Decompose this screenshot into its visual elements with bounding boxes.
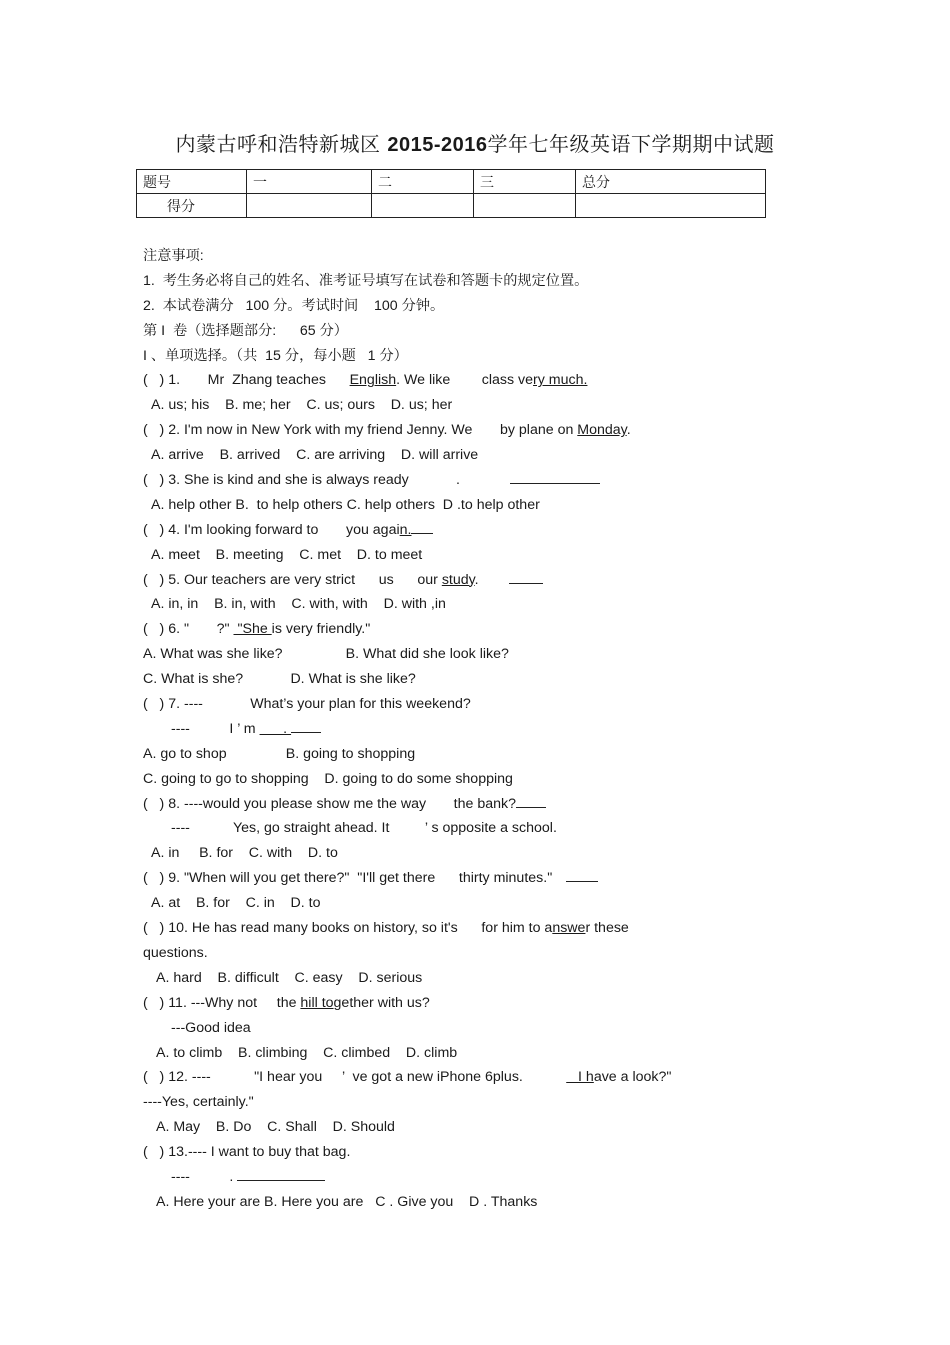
options-7a: A. go to shop B. going to shopping bbox=[143, 745, 416, 762]
question-9: ( ) 9. "When will you get there?" "I'll get there thirty minutes." bbox=[143, 866, 843, 891]
question-11-reply: ---Good idea bbox=[171, 1019, 251, 1036]
page-title: 内蒙古呼和浩特新城区 2015-2016学年七年级英语下学期期中试题 bbox=[175, 132, 775, 156]
question-10-cont: questions. bbox=[143, 944, 208, 961]
score-header-cell: 总分 bbox=[576, 170, 766, 194]
answer-blank bbox=[291, 718, 321, 733]
question-1: ( ) 1. Mr Zhang teaches English. We like class very much. bbox=[143, 372, 588, 389]
options-13: A. Here your are B. Here you are C . Give you D . Thanks bbox=[156, 1193, 538, 1210]
question-3: ( ) 3. She is kind and she is always ready . bbox=[143, 468, 843, 493]
question-8: ( ) 8. ----would you please show me the way the bank? bbox=[143, 792, 843, 817]
question-6: ( ) 6. " ?" "She is very friendly." bbox=[143, 621, 371, 638]
options-7b: C. going to go to shopping D. going to do some shopping bbox=[143, 770, 513, 787]
options-8: A. in B. for C. with D. to bbox=[151, 845, 338, 862]
options-11: A. to climb B. climbing C. climbed D. climb bbox=[156, 1044, 458, 1061]
answer-blank bbox=[509, 569, 543, 584]
score-row-label: 得分 bbox=[137, 194, 247, 218]
score-header-cell: 二 bbox=[372, 170, 474, 194]
question-13-reply: ---- . bbox=[143, 1165, 843, 1190]
notes-heading: 注意事项: bbox=[143, 248, 204, 264]
question-8-reply: ---- Yes, go straight ahead. It ’ s opposite a school. bbox=[171, 820, 557, 837]
options-3: A. help other B. to help others C. help others D .to help other bbox=[151, 496, 540, 513]
options-2: A. arrive B. arrived C. are arriving D. will arrive bbox=[151, 447, 479, 464]
score-header-cell: 题号 bbox=[137, 170, 247, 194]
question-2: ( ) 2. I'm now in New York with my friend Jenny. We by plane on Monday. bbox=[143, 422, 631, 439]
part-heading: 第 I 卷（选择题部分: 65 分） bbox=[143, 322, 348, 339]
score-cell bbox=[474, 194, 576, 218]
section-heading: I 、单项选择。（共 15 分，每小题 1 分） bbox=[143, 347, 408, 364]
options-5: A. in, in B. in, with C. with, with D. with ,in bbox=[151, 596, 446, 613]
question-12-reply: ----Yes, certainly." bbox=[143, 1094, 254, 1111]
question-11: ( ) 11. ---Why not the hill together with us? bbox=[143, 994, 430, 1011]
answer-blank bbox=[566, 867, 598, 882]
answer-blank bbox=[516, 793, 546, 808]
answer-blank bbox=[411, 519, 433, 534]
note-item: 1. 考生务必将自己的姓名、准考证号填写在试卷和答题卡的规定位置。 bbox=[143, 272, 589, 289]
score-table bbox=[136, 169, 766, 218]
question-4: ( ) 4. I'm looking forward to you again. bbox=[143, 518, 843, 543]
options-4: A. meet B. meeting C. met D. to meet bbox=[151, 546, 423, 563]
options-6b: C. What is she? D. What is she like? bbox=[143, 671, 416, 688]
score-cell bbox=[372, 194, 474, 218]
options-6a: A. What was she like? B. What did she look like? bbox=[143, 646, 509, 663]
exam-body bbox=[143, 244, 843, 1215]
options-9: A. at B. for C. in D. to bbox=[151, 895, 321, 912]
question-12: ( ) 12. ---- "I hear you ’ ve got a new iPhone 6plus. I have a look?" bbox=[143, 1069, 672, 1086]
question-13: ( ) 13.---- I want to buy that bag. bbox=[143, 1144, 351, 1161]
options-10: A. hard B. difficult C. easy D. serious bbox=[156, 969, 423, 986]
score-header-cell: 一 bbox=[247, 170, 372, 194]
score-cell bbox=[576, 194, 766, 218]
options-1: A. us; his B. me; her C. us; ours D. us; her bbox=[151, 397, 453, 414]
note-item: 2. 本试卷满分 100 分。考试时间 100 分钟。 bbox=[143, 297, 445, 314]
score-table-header-row bbox=[137, 170, 766, 194]
question-10: ( ) 10. He has read many books on history, so it's for him to answer these bbox=[143, 920, 629, 937]
question-7-reply: ---- I ’ m . bbox=[143, 717, 843, 742]
question-5: ( ) 5. Our teachers are very strict us our study. bbox=[143, 568, 843, 593]
question-7: ( ) 7. ---- What’s your plan for this weekend? bbox=[143, 696, 471, 713]
score-header-cell: 三 bbox=[474, 170, 576, 194]
score-table-row bbox=[137, 194, 766, 218]
options-12: A. May B. Do C. Shall D. Should bbox=[156, 1119, 395, 1136]
answer-blank bbox=[510, 469, 600, 484]
score-cell bbox=[247, 194, 372, 218]
answer-blank bbox=[237, 1166, 325, 1181]
